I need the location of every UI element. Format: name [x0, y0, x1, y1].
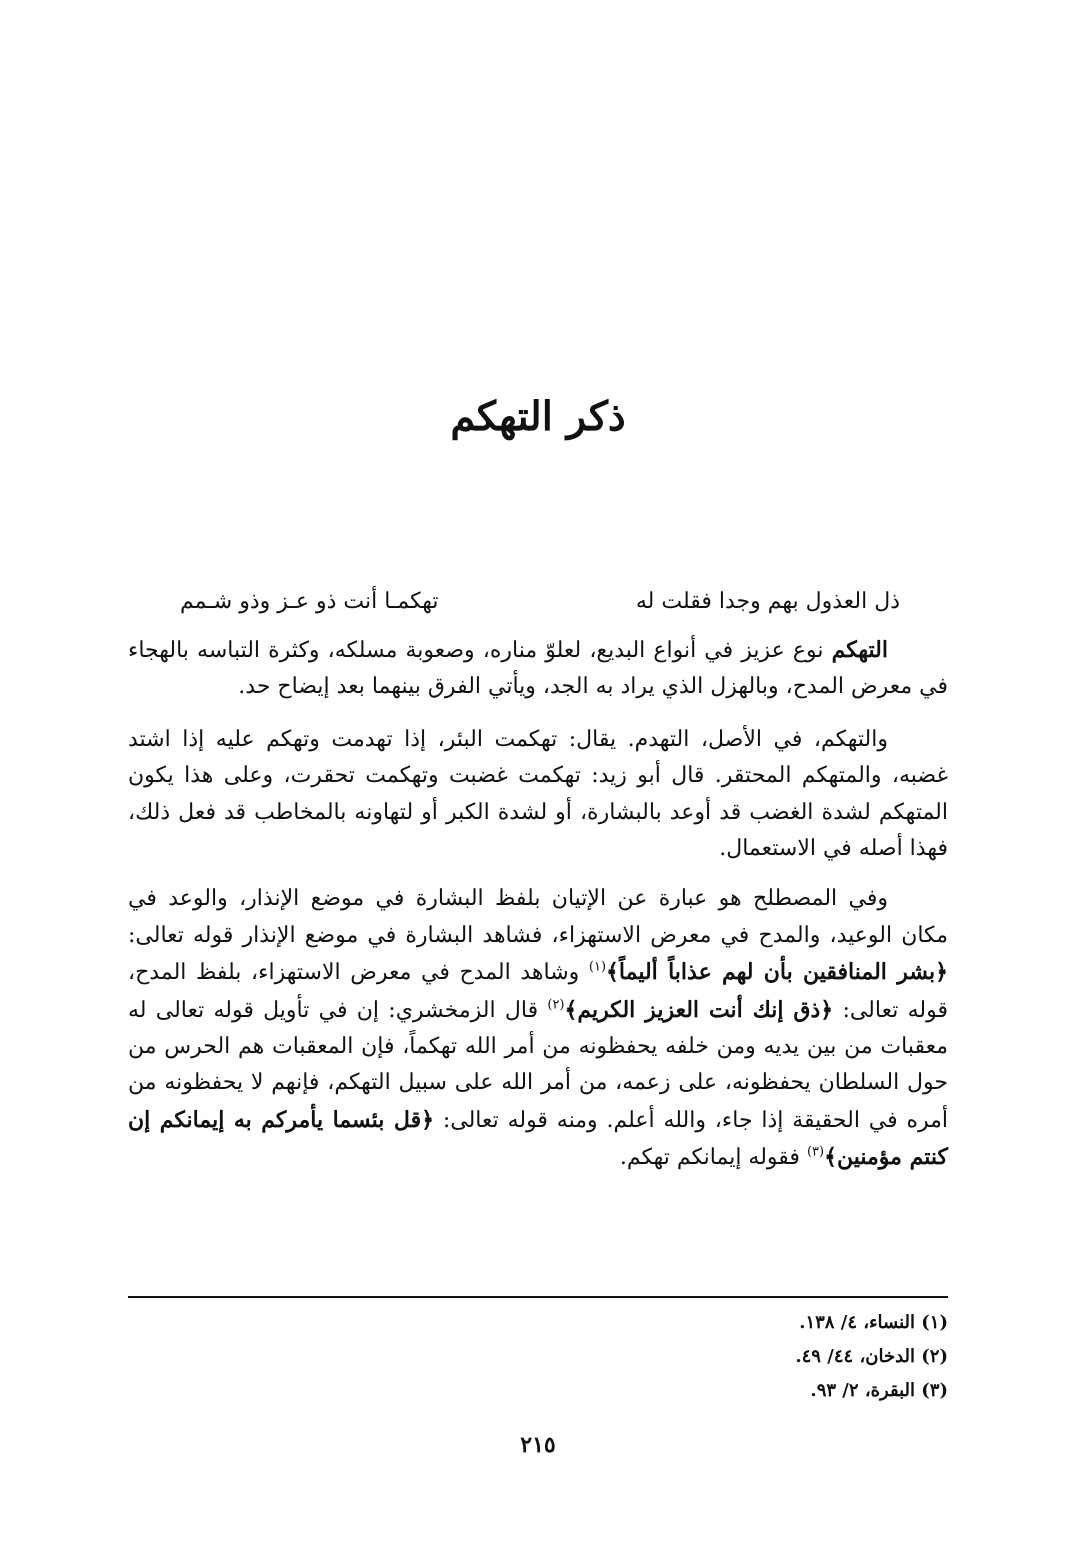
- poetry-verse: [180, 582, 900, 622]
- paragraph-lead-term: التهكم: [831, 637, 888, 663]
- footnote-divider: [128, 1296, 948, 1298]
- footnote-reference: (٢): [547, 997, 565, 1013]
- quran-quote: ﴿ذق إنك أنت العزيز الكريم﴾: [564, 996, 834, 1023]
- paragraph-text: وفي المصطلح هو عبارة عن الإتيان بلفظ البشارة في موضع الإنذار، والوعد في مكان الوعيد، والمدح في معرض الاستهزاء، فشاهد البشارة في موضع الإنذار قوله تعالى:: [128, 886, 948, 948]
- page-number: ٢١٥: [520, 1432, 556, 1458]
- paragraph-text: وشاهد المدح في معرض الاستهزاء، بلفظ المدح، قوله تعالى:: [128, 960, 948, 1023]
- paragraph-text: نوع عزيز في أنواع البديع، لعلوّ مناره، وصعوبة مسلكه، وكثرة التباسه بالهجاء في معرض المدح، وبالهزل الذي يراد به الجد، ويأتي الفرق بينهما بعد إيضاح حد.: [128, 638, 948, 700]
- footnotes: [128, 1306, 948, 1408]
- verse-first-hemistich: ذل العذول بهم وجدا فقلت له: [635, 589, 900, 614]
- footnote-item: (١) النساء، ٤/ ١٣٨.: [799, 1312, 948, 1333]
- footnote-item: (٣) البقرة، ٢/ ٩٣.: [810, 1380, 948, 1401]
- quran-quote: ﴿قل بئسما يأمركم به إيمانكم إن كنتم مؤمنين﴾: [128, 1106, 948, 1171]
- quran-quote: ﴿بشر المنافقين بأن لهم عذاباً أليماً﴾: [606, 959, 948, 986]
- paragraph-definition: [128, 632, 948, 706]
- footnote-reference: (٣): [806, 1144, 825, 1160]
- chapter-title: ذكر التهكم: [450, 392, 626, 440]
- footnote-item: (٢) الدخان، ٤٤/ ٤٩.: [795, 1346, 948, 1367]
- paragraph-text: والتهكم، في الأصل، التهدم. يقال: تهكمت البئر، إذا تهدمت وتهكم عليه إذا اشتد غضبه، والمتهكم المحتقر. قال أبو زيد: تهكمت غضبت وتهكمت تحقرت، وعلى هذا يكون المتهكم لشدة الغضب قد أوعد بالبشارة، أو لشدة الكبر أو لتهاونه بالمخاطب قد فعل ذلك، فهذا أصله في الاستعمال.: [128, 726, 948, 862]
- paragraph-text: قال الزمخشري: إن في تأويل قوله تعالى له معقبات من بين يديه ومن خلفه يحفظونه من أمر الله تهكماً، فإن المعقبات هم الحرس من حول السلطان يحفظونه، على زعمه، من أمر الله على سبيل التهكم، فإنهم لا يحفظونه من أمره في الحقيقة إذا جاء، والله أعلم. ومنه قوله تعالى:: [128, 997, 949, 1133]
- paragraph-text: فقوله إيمانكم تهكم.: [619, 1145, 800, 1171]
- footnote-reference: (١): [588, 959, 607, 975]
- verse-second-hemistich: تهكمـا أنت ذو عـز وذو شـمم: [180, 589, 439, 614]
- paragraph-terminology: [128, 881, 948, 1176]
- main-text: [128, 632, 948, 1189]
- paragraph-etymology: [128, 722, 948, 868]
